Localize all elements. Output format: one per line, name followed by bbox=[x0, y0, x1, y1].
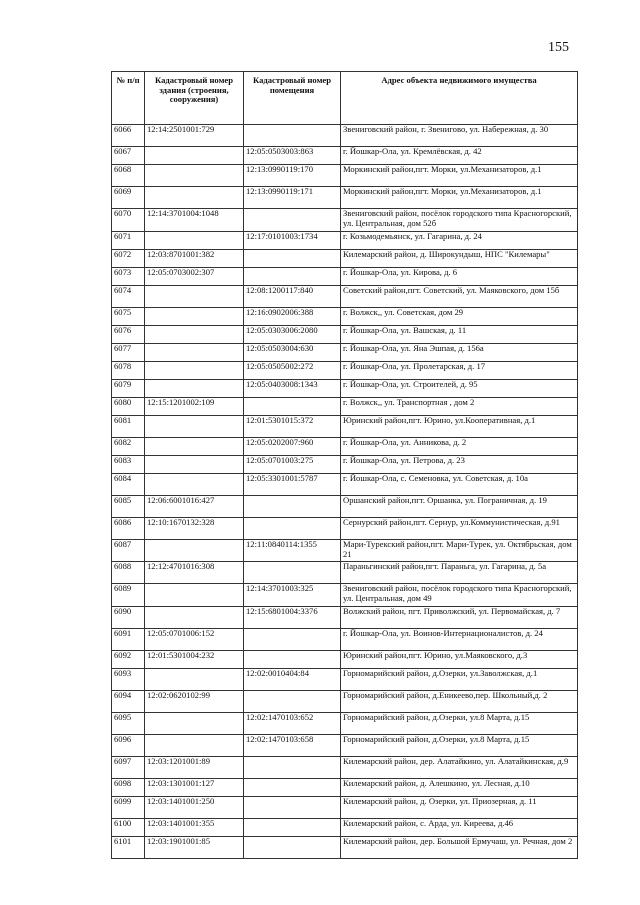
cell-number: 6096 bbox=[112, 735, 145, 757]
cell-number: 6083 bbox=[112, 456, 145, 474]
cell-number: 6080 bbox=[112, 398, 145, 416]
cell-building-cadastral: 12:03:1401001:250 bbox=[145, 797, 244, 819]
cell-building-cadastral: 12:06:6001016:427 bbox=[145, 496, 244, 518]
cell-building-cadastral bbox=[145, 607, 244, 629]
table-row bbox=[112, 398, 578, 416]
table-row bbox=[112, 629, 578, 651]
cell-number: 6068 bbox=[112, 165, 145, 187]
cell-address: Горномарийский район, д.Озерки, ул.Заволжская, д.1 bbox=[341, 669, 578, 691]
cell-premises-cadastral: 12:16:0902006:388 bbox=[244, 308, 341, 326]
cell-number: 6093 bbox=[112, 669, 145, 691]
cell-premises-cadastral bbox=[244, 496, 341, 518]
cell-premises-cadastral bbox=[244, 398, 341, 416]
cell-building-cadastral: 12:03:1201001:89 bbox=[145, 757, 244, 779]
cell-address: г. Йошкар-Ола, ул. Воинов-Интернационалистов, д. 24 bbox=[341, 629, 578, 651]
cell-premises-cadastral: 12:05:0403008:1343 bbox=[244, 380, 341, 398]
cell-number: 6090 bbox=[112, 607, 145, 629]
table-row bbox=[112, 286, 578, 308]
cell-number: 6092 bbox=[112, 651, 145, 669]
table-row bbox=[112, 344, 578, 362]
cell-address: Сернурский район,пгт. Сернур, ул.Коммунистическая, д.91 bbox=[341, 518, 578, 540]
header-number: № п/п bbox=[112, 72, 145, 125]
cell-number: 6097 bbox=[112, 757, 145, 779]
cell-number: 6084 bbox=[112, 474, 145, 496]
cell-building-cadastral: 12:01:5301004:232 bbox=[145, 651, 244, 669]
cell-address: г. Йошкар-Ола, ул. Вашская, д. 11 bbox=[341, 326, 578, 344]
cell-building-cadastral bbox=[145, 308, 244, 326]
cell-building-cadastral bbox=[145, 187, 244, 209]
cell-address: Килемарский район, дер. Большой Ермучаш, ул. Речная, дом 2 bbox=[341, 837, 578, 859]
cell-address: Юринский район,пгт. Юрино, ул.Маяковского, д.3 bbox=[341, 651, 578, 669]
cell-building-cadastral: 12:03:8701001:382 bbox=[145, 250, 244, 268]
table-row bbox=[112, 380, 578, 398]
cell-premises-cadastral: 12:05:0202007:960 bbox=[244, 438, 341, 456]
cell-building-cadastral bbox=[145, 438, 244, 456]
header-address: Адрес объекта недвижимого имущества bbox=[341, 72, 578, 125]
cell-premises-cadastral bbox=[244, 268, 341, 286]
table-row bbox=[112, 562, 578, 584]
cell-premises-cadastral bbox=[244, 779, 341, 797]
table-row bbox=[112, 540, 578, 562]
cell-premises-cadastral bbox=[244, 209, 341, 232]
cell-premises-cadastral: 12:13:0990119:170 bbox=[244, 165, 341, 187]
cell-address: Оршанский район,пгт. Оршанка, ул. Пограничная, д. 19 bbox=[341, 496, 578, 518]
cell-number: 6076 bbox=[112, 326, 145, 344]
cell-building-cadastral bbox=[145, 416, 244, 438]
cell-premises-cadastral: 12:05:0503003:863 bbox=[244, 147, 341, 165]
cell-number: 6074 bbox=[112, 286, 145, 308]
cell-number: 6072 bbox=[112, 250, 145, 268]
cell-premises-cadastral: 12:11:0840114:1355 bbox=[244, 540, 341, 562]
table-row bbox=[112, 209, 578, 232]
cell-building-cadastral bbox=[145, 456, 244, 474]
cell-number: 6088 bbox=[112, 562, 145, 584]
cell-premises-cadastral bbox=[244, 125, 341, 147]
cell-address: Звениговский район, посёлок городского типа Красногорский, ул. Центральная, дом 52б bbox=[341, 209, 578, 232]
table-row bbox=[112, 232, 578, 250]
cell-premises-cadastral: 12:13:0990119:171 bbox=[244, 187, 341, 209]
cell-number: 6101 bbox=[112, 837, 145, 859]
cell-number: 6069 bbox=[112, 187, 145, 209]
cell-number: 6089 bbox=[112, 584, 145, 607]
table-row bbox=[112, 187, 578, 209]
cell-building-cadastral bbox=[145, 584, 244, 607]
cell-address: Мари-Турекский район,пгт. Мари-Турек, ул. Октябрьская, дом 21 bbox=[341, 540, 578, 562]
cell-premises-cadastral: 12:15:6801004:3376 bbox=[244, 607, 341, 629]
cell-building-cadastral bbox=[145, 326, 244, 344]
cell-number: 6085 bbox=[112, 496, 145, 518]
cell-building-cadastral: 12:03:1301001:127 bbox=[145, 779, 244, 797]
cell-building-cadastral bbox=[145, 165, 244, 187]
cell-address: Горномарийский район, д.Еникеево,пер. Школьный,д. 2 bbox=[341, 691, 578, 713]
table-row bbox=[112, 607, 578, 629]
table-row bbox=[112, 456, 578, 474]
cell-premises-cadastral: 12:02:0010404:84 bbox=[244, 669, 341, 691]
cell-premises-cadastral bbox=[244, 629, 341, 651]
cell-premises-cadastral: 12:05:0505002:272 bbox=[244, 362, 341, 380]
cell-number: 6081 bbox=[112, 416, 145, 438]
table-body bbox=[112, 125, 578, 859]
cell-number: 6086 bbox=[112, 518, 145, 540]
cell-address: Горномарийский район, д.Озерки, ул.8 Марта, д.15 bbox=[341, 713, 578, 735]
cell-number: 6099 bbox=[112, 797, 145, 819]
cell-address: Моркинский район,пгт. Морки, ул.Механизаторов, д.1 bbox=[341, 187, 578, 209]
cell-building-cadastral: 12:03:1401001:355 bbox=[145, 819, 244, 837]
cell-number: 6077 bbox=[112, 344, 145, 362]
cell-number: 6094 bbox=[112, 691, 145, 713]
table-row bbox=[112, 362, 578, 380]
table-row bbox=[112, 326, 578, 344]
table-row bbox=[112, 735, 578, 757]
table-row bbox=[112, 165, 578, 187]
table-row bbox=[112, 713, 578, 735]
cell-building-cadastral: 12:14:3701004:1048 bbox=[145, 209, 244, 232]
cell-number: 6100 bbox=[112, 819, 145, 837]
cell-number: 6071 bbox=[112, 232, 145, 250]
cell-premises-cadastral: 12:05:3301001:5787 bbox=[244, 474, 341, 496]
table-row bbox=[112, 779, 578, 797]
cell-address: г. Йошкар-Ола, с. Семеновка, ул. Советская, д. 10а bbox=[341, 474, 578, 496]
table-row bbox=[112, 147, 578, 165]
cell-premises-cadastral bbox=[244, 837, 341, 859]
cell-building-cadastral bbox=[145, 232, 244, 250]
cell-building-cadastral bbox=[145, 286, 244, 308]
cell-number: 6095 bbox=[112, 713, 145, 735]
cell-building-cadastral bbox=[145, 362, 244, 380]
cell-premises-cadastral: 12:17:0101003:1734 bbox=[244, 232, 341, 250]
cell-premises-cadastral bbox=[244, 250, 341, 268]
cell-premises-cadastral: 12:05:0503004:630 bbox=[244, 344, 341, 362]
cell-address: г. Волжск,, ул. Советская, дом 29 bbox=[341, 308, 578, 326]
header-premises-cadastral: Кадастровый номер помещения bbox=[244, 72, 341, 125]
cell-address: г. Йошкар-Ола, ул. Кремлёвская, д. 42 bbox=[341, 147, 578, 165]
cell-address: Советский район,пгт. Советский, ул. Маяковского, дом 15б bbox=[341, 286, 578, 308]
table-row bbox=[112, 250, 578, 268]
cell-building-cadastral: 12:14:2501001:729 bbox=[145, 125, 244, 147]
cell-building-cadastral bbox=[145, 344, 244, 362]
cell-address: г. Волжск,, ул. Транспортная , дом 2 bbox=[341, 398, 578, 416]
cell-building-cadastral: 12:05:0701006:152 bbox=[145, 629, 244, 651]
cell-building-cadastral: 12:10:1670132:328 bbox=[145, 518, 244, 540]
cell-building-cadastral bbox=[145, 735, 244, 757]
table-row bbox=[112, 518, 578, 540]
cell-address: Звениговский район, посёлок городского типа Красногорский, ул. Центральная, дом 49 bbox=[341, 584, 578, 607]
property-registry-table bbox=[111, 71, 578, 859]
cell-number: 6066 bbox=[112, 125, 145, 147]
cell-address: Килемарский район, д. Алешкино, ул. Лесная, д.10 bbox=[341, 779, 578, 797]
cell-address: г. Йошкар-Ола, ул. Петрова, д. 23 bbox=[341, 456, 578, 474]
cell-premises-cadastral: 12:01:5301015:372 bbox=[244, 416, 341, 438]
cell-premises-cadastral: 12:02:1470103:652 bbox=[244, 713, 341, 735]
cell-premises-cadastral: 12:08:1200117:840 bbox=[244, 286, 341, 308]
table-row bbox=[112, 416, 578, 438]
table-row bbox=[112, 308, 578, 326]
cell-building-cadastral: 12:15:1201002:109 bbox=[145, 398, 244, 416]
cell-building-cadastral: 12:02:0620102:99 bbox=[145, 691, 244, 713]
table-row bbox=[112, 797, 578, 819]
cell-address: Килемарский район, с. Арда, ул. Киреева, д.46 bbox=[341, 819, 578, 837]
cell-building-cadastral: 12:05:0703002:307 bbox=[145, 268, 244, 286]
cell-number: 6067 bbox=[112, 147, 145, 165]
cell-premises-cadastral bbox=[244, 757, 341, 779]
cell-address: г. Йошкар-Ола, ул. Пролетарская, д. 17 bbox=[341, 362, 578, 380]
table-row bbox=[112, 669, 578, 691]
cell-address: Звениговский район, г. Звенигово, ул. Набережная, д. 30 bbox=[341, 125, 578, 147]
cell-premises-cadastral bbox=[244, 562, 341, 584]
cell-premises-cadastral bbox=[244, 691, 341, 713]
page-number: 155 bbox=[548, 40, 569, 55]
cell-building-cadastral bbox=[145, 669, 244, 691]
cell-number: 6098 bbox=[112, 779, 145, 797]
table-header-row bbox=[112, 72, 578, 125]
cell-address: Юринский район,пгт. Юрино, ул.Кооперативная, д.1 bbox=[341, 416, 578, 438]
cell-premises-cadastral: 12:14:3701003:325 bbox=[244, 584, 341, 607]
table-row bbox=[112, 837, 578, 859]
cell-number: 6073 bbox=[112, 268, 145, 286]
cell-premises-cadastral bbox=[244, 518, 341, 540]
cell-number: 6070 bbox=[112, 209, 145, 232]
cell-address: Килемарский район, д. Озерки, ул. Приозерная, д. 11 bbox=[341, 797, 578, 819]
table-row bbox=[112, 757, 578, 779]
cell-number: 6082 bbox=[112, 438, 145, 456]
table-row bbox=[112, 496, 578, 518]
table-row bbox=[112, 438, 578, 456]
table-row bbox=[112, 691, 578, 713]
cell-number: 6078 bbox=[112, 362, 145, 380]
cell-address: Горномарийский район, д.Озерки, ул.8 Марта, д.15 bbox=[341, 735, 578, 757]
cell-address: Моркинский район,пгт. Морки, ул.Механизаторов, д.1 bbox=[341, 165, 578, 187]
cell-address: г. Йошкар-Ола, ул. Анникова, д. 2 bbox=[341, 438, 578, 456]
cell-address: Килемарский район, д. Широкундыш, НПС "Килемары" bbox=[341, 250, 578, 268]
table-row bbox=[112, 474, 578, 496]
cell-building-cadastral: 12:12:4701016:308 bbox=[145, 562, 244, 584]
cell-building-cadastral bbox=[145, 474, 244, 496]
cell-address: г. Йошкар-Ола, ул. Строителей, д. 95 bbox=[341, 380, 578, 398]
cell-address: г. Козьмодемьянск, ул. Гагарина, д. 24 bbox=[341, 232, 578, 250]
header-building-cadastral: Кадастровый номер здания (строения, сооружения) bbox=[145, 72, 244, 125]
table-row bbox=[112, 125, 578, 147]
cell-premises-cadastral bbox=[244, 651, 341, 669]
cell-building-cadastral bbox=[145, 380, 244, 398]
cell-number: 6075 bbox=[112, 308, 145, 326]
table-row bbox=[112, 651, 578, 669]
table-row bbox=[112, 584, 578, 607]
table-row bbox=[112, 819, 578, 837]
cell-number: 6087 bbox=[112, 540, 145, 562]
cell-premises-cadastral: 12:02:1470103:658 bbox=[244, 735, 341, 757]
cell-premises-cadastral: 12:05:0303006:2080 bbox=[244, 326, 341, 344]
cell-number: 6079 bbox=[112, 380, 145, 398]
cell-premises-cadastral bbox=[244, 819, 341, 837]
cell-building-cadastral bbox=[145, 540, 244, 562]
cell-building-cadastral bbox=[145, 713, 244, 735]
cell-address: г. Йошкар-Ола, ул. Яна Эшпая, д. 156а bbox=[341, 344, 578, 362]
cell-number: 6091 bbox=[112, 629, 145, 651]
cell-address: г. Йошкар-Ола, ул. Кирова, д. 6 bbox=[341, 268, 578, 286]
cell-address: Килемарский район, дер. Алатайкино, ул. Алатайкинская, д.9 bbox=[341, 757, 578, 779]
cell-premises-cadastral bbox=[244, 797, 341, 819]
cell-building-cadastral bbox=[145, 147, 244, 165]
cell-premises-cadastral: 12:05:0701003:275 bbox=[244, 456, 341, 474]
cell-building-cadastral: 12:03:1901001:85 bbox=[145, 837, 244, 859]
cell-address: Параньгинский район,пгт. Параньга, ул. Гагарина, д. 5а bbox=[341, 562, 578, 584]
table-row bbox=[112, 268, 578, 286]
cell-address: Волжский район, пгт. Приволжский, ул. Первомайская, д. 7 bbox=[341, 607, 578, 629]
